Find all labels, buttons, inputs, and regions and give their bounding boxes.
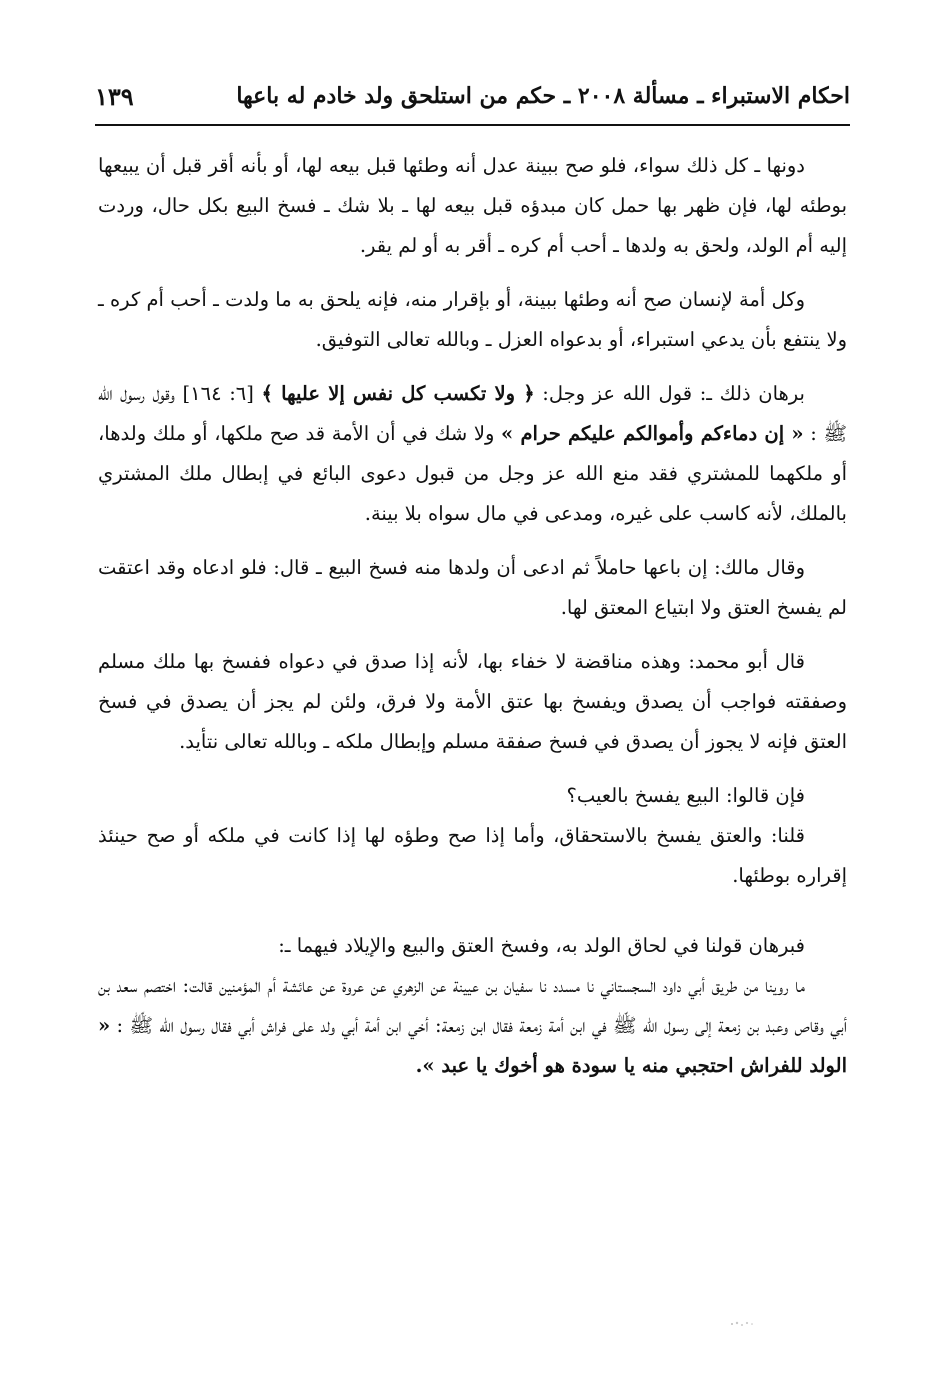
main-text xyxy=(98,146,847,1086)
hadith-quote: « إن دماءكم وأموالكم عليكم حرام » xyxy=(501,422,804,445)
paragraph-2 xyxy=(98,280,847,360)
text-segment: دونها ـ كل ذلك سواء، فلو صح ببينة عدل أنه وطئها قبل بيعه لها، أو بأنه أقر قبل أن يبيعها بوطئه لها، فإن ظهر بها حمل كان مبدؤه قبل بيعه لها ـ بلا شك ـ فسخ البيع بكل حال، وردت إليه أم الولد، ولحق به ولدها ـ أحب أم كره ـ أقر به أو لم يقر. xyxy=(98,154,847,257)
hadith-quote: « الولد للفراش احتجبي منه يا سودة هو أخوك يا عبد ». xyxy=(98,1014,847,1077)
paragraph-3 xyxy=(98,374,847,534)
header-rule xyxy=(95,124,850,126)
text-segment: قال أبو محمد: وهذه مناقضة لا خفاء بها، لأنه إذا صدق في دعواه ففسخ بها ملك مسلم وصفقته فواجب أن يصدق ويفسخ بها عتق الأمة ولا فرق، ولئن لم يجز أن يصدق في فسخ العتق فإنه لا يجوز أن يصدق في فسخ صفقة مسلم وإبطال ملكه ـ وبالله تعالى نتأيد. xyxy=(98,650,847,753)
text-segment: فإن قالوا: البيع يفسخ بالعيب؟ xyxy=(566,784,805,807)
text-segment: ما روينا من طريق أبي داود السجستاني نا مسدد نا سفيان بن عيينة عن الزهري عن عروة عن عائشة أم المؤمنين قالت: اختصم سعد بن أبي وقاص وعبد بن زمعة إلى رسول الله ﷺ في ابن أمة زمعة فقال ابن زمعة: أخي ابن أمة أبي ولد على فراش أبي فقال رسول الله ﷺ : xyxy=(98,974,847,1037)
paragraph-4 xyxy=(98,548,847,628)
page-number: ١٣٩ xyxy=(95,81,134,111)
text-segment: قلنا: والعتق يفسخ بالاستحقاق، وأما إذا صح وطؤه لها إذا كانت في ملكه أو صح حينئذ إقراره بوطئها. xyxy=(98,824,847,887)
paragraph-8 xyxy=(98,926,847,966)
text-segment: [٦: ١٦٤] وقول رسول الله ﷺ : xyxy=(98,382,847,445)
text-segment: وكل أمة لإنسان صح أنه وطئها ببينة، أو بإقرار منه، فإنه يلحق به ما ولدت ـ أحب أم كره ـ ولا ينتفع بأن يدعي استبراء، أو بدعواه العزل ـ وبالله تعالى التوفيق. xyxy=(98,288,847,351)
paragraph-1 xyxy=(98,146,847,266)
paragraph-5 xyxy=(98,642,847,762)
ink-smudge xyxy=(728,1318,758,1330)
paragraph-7 xyxy=(98,816,847,896)
paragraph-6 xyxy=(98,776,847,816)
running-title: احكام الاستبراء ـ مسألة ٢٠٠٨ ـ حكم من استلحق ولد خادم له باعها xyxy=(236,83,850,109)
paragraph-9 xyxy=(98,966,847,1086)
running-header xyxy=(95,78,850,114)
quran-quote: ﴿ ولا تكسب كل نفس إلا عليها ﴾ xyxy=(261,382,535,405)
text-segment: فبرهان قولنا في لحاق الولد به، وفسخ العتق والبيع والإيلاد فيهما ـ: xyxy=(278,934,805,957)
text-segment: ولا شك في أن الأمة قد صح ملكها، أو ملك ولدها، أو ملكهما للمشتري فقد منع الله عز وجل من قبول دعوى البائع في إبطال ملك المشتري بالملك، لأنه كاسب على غيره، ومدعى في مال سواه بلا بينة. xyxy=(98,422,847,525)
text-segment: برهان ذلك ـ: قول الله عز وجل: xyxy=(534,382,805,405)
text-segment: وقال مالك: إن باعها حاملاً ثم ادعى أن ولدها منه فسخ البيع ـ قال: فلو ادعاه وقد اعتقت لم يفسخ العتق ولا ابتياع المعتق لها. xyxy=(98,556,847,619)
